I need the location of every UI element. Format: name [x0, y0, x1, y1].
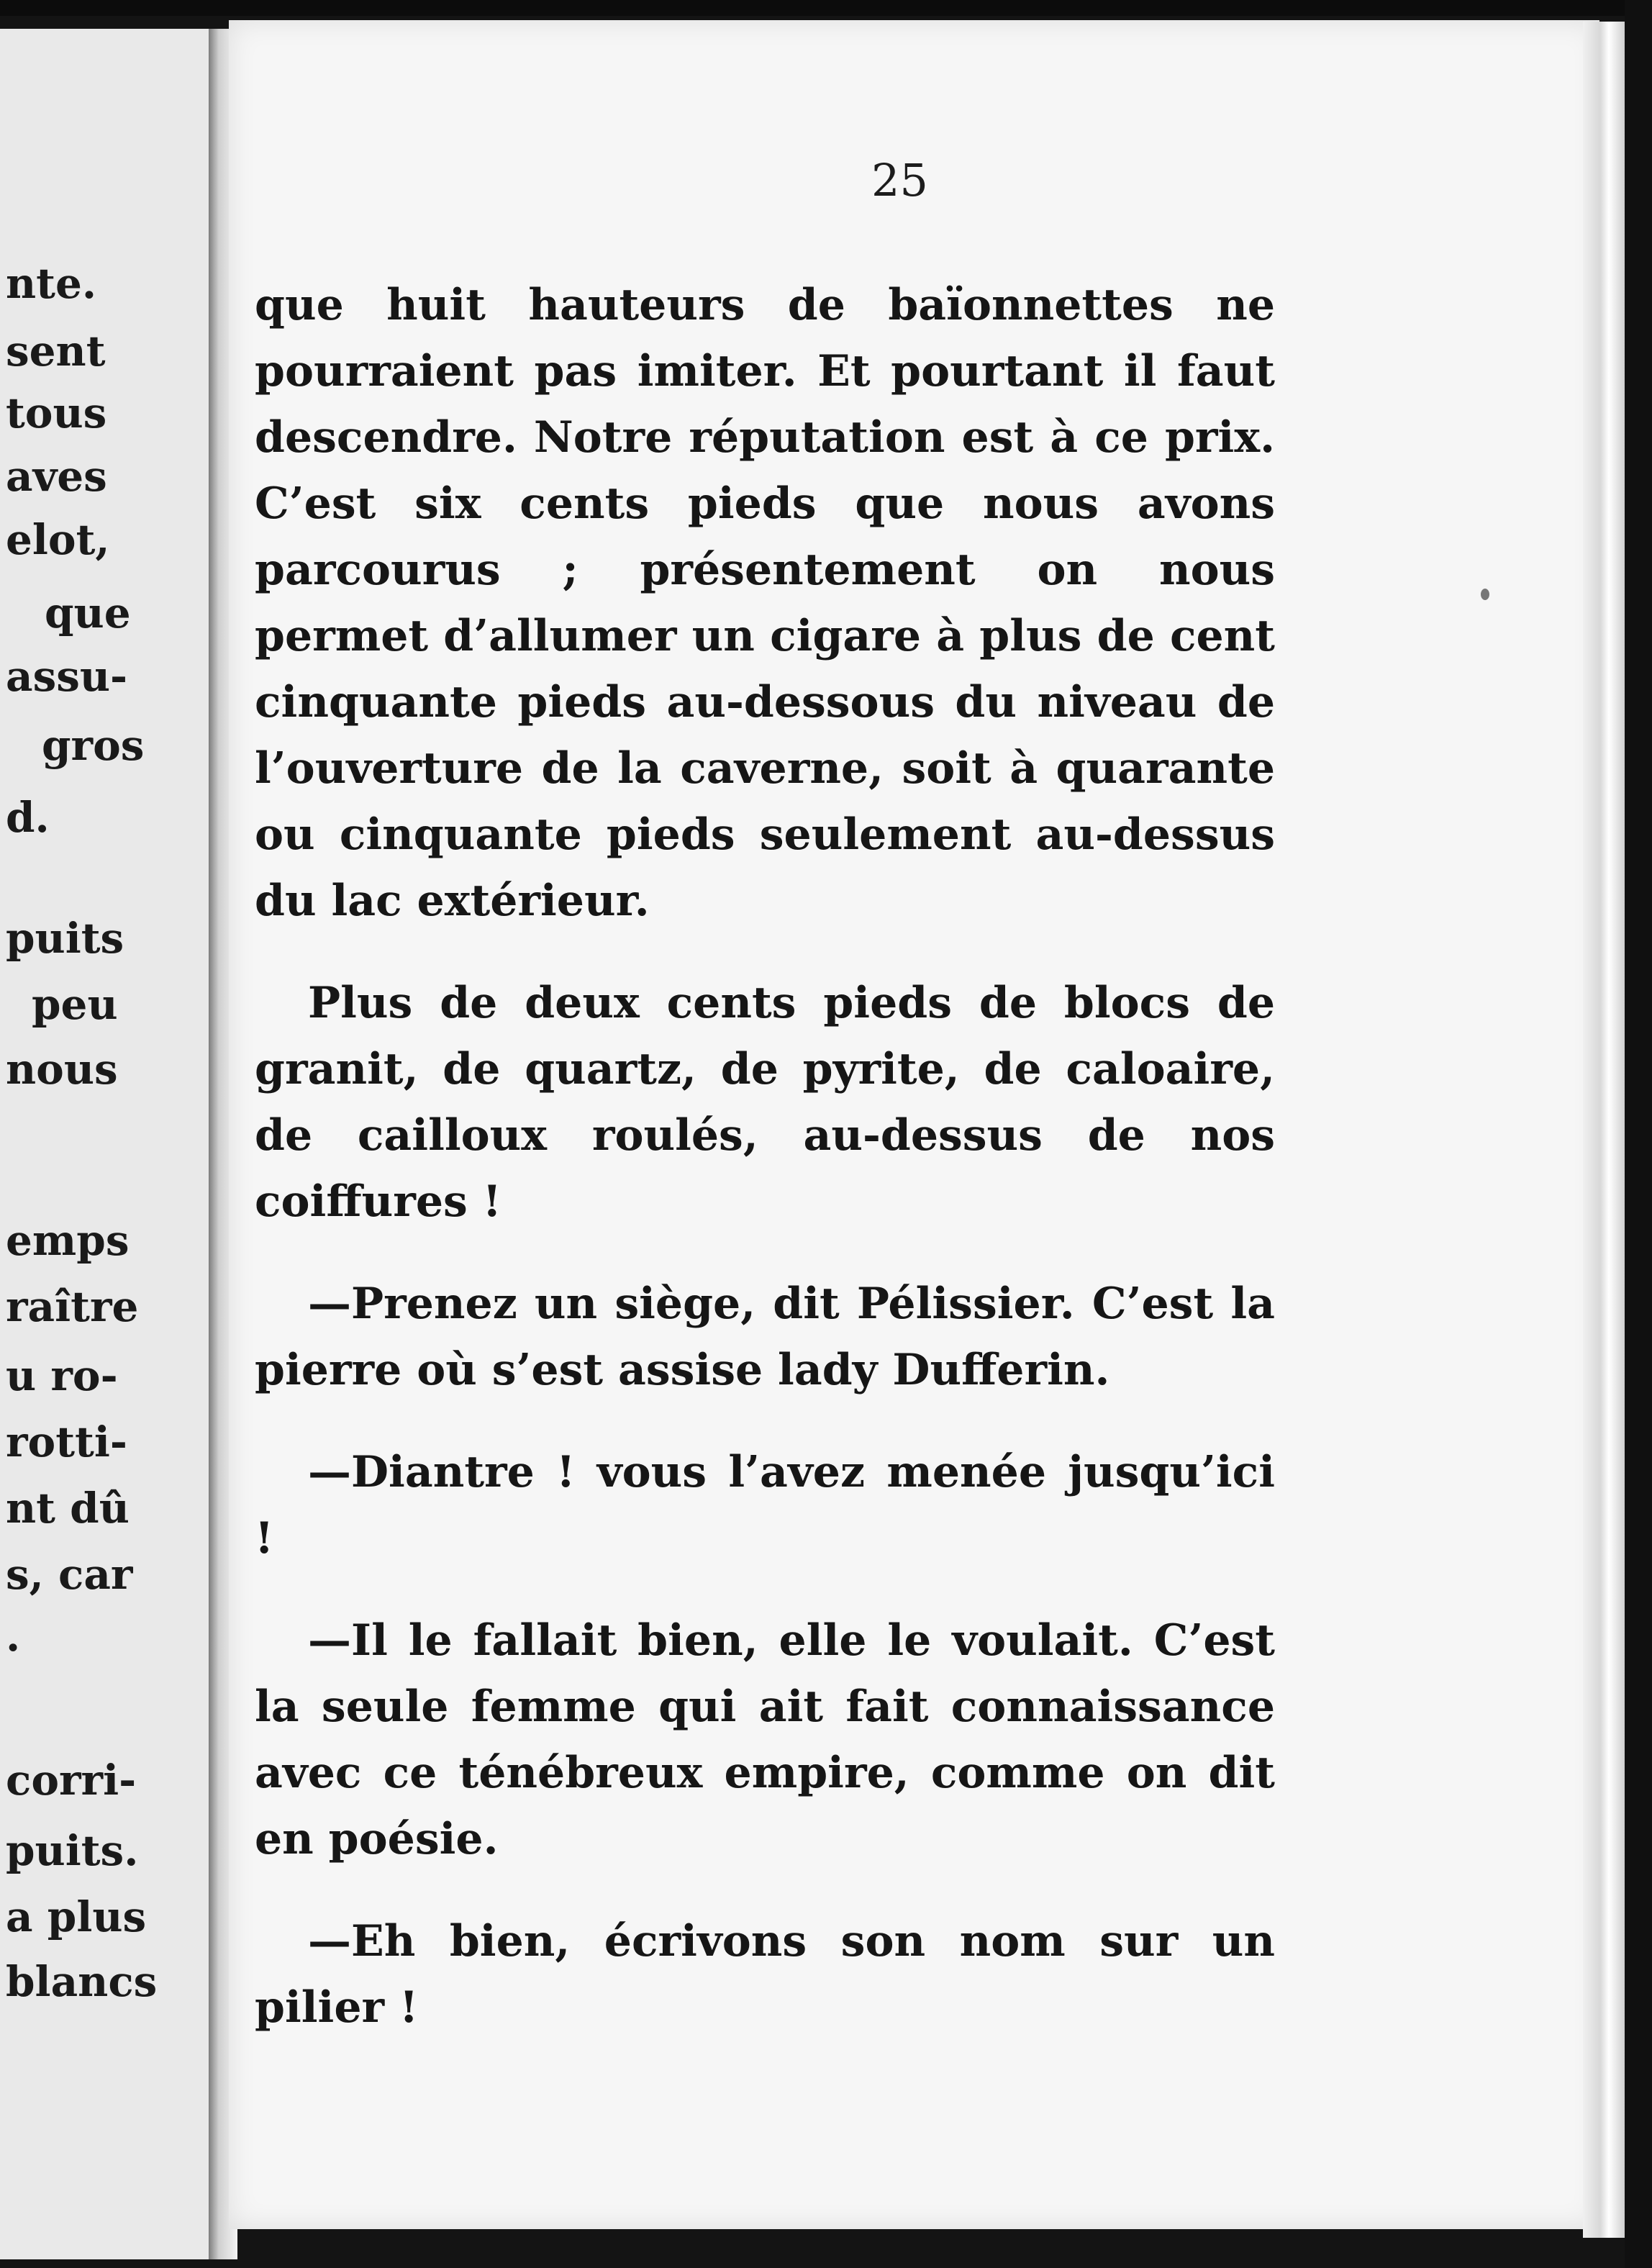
facing-line: gros [42, 721, 145, 770]
facing-line: tous [6, 389, 107, 437]
scan-top-edge [0, 0, 1652, 16]
paragraph: —Il le fallait bien, elle le voulait. C’est la seule femme qui ait fait connaissance avec ce ténébreux empire, comme on dit en poésie. [255, 1615, 1275, 1864]
facing-line: blancs [6, 1957, 158, 2006]
page-number: 25 [871, 154, 928, 207]
facing-line: elot, [6, 515, 110, 564]
facing-line: assu- [6, 652, 128, 701]
facing-line: s, car [6, 1550, 133, 1599]
facing-line: sent [6, 327, 106, 376]
paragraph: —Diantre ! vous l’avez menée jusqu’ici ! [255, 1447, 1275, 1564]
facing-line: corri- [6, 1756, 137, 1805]
page-edges [1583, 22, 1626, 2238]
facing-line: u ro- [6, 1351, 118, 1400]
scan-speck [1481, 589, 1489, 600]
facing-line: que [45, 589, 131, 638]
facing-line: puits [6, 914, 124, 963]
scan-right-edge [1625, 0, 1652, 2268]
facing-line: rotti- [6, 1418, 127, 1466]
facing-page [0, 29, 216, 2259]
facing-line: nt dû [6, 1484, 130, 1533]
paragraph: —Eh bien, écrivons son nom sur un pilier ! [255, 1916, 1275, 2033]
paragraph: Plus de deux cents pieds de blocs de granit, de quartz, de pyrite, de caloaire, de cailloux roulés, au-dessus de nos coiffures ! [255, 978, 1275, 1227]
facing-line: . [6, 1612, 21, 1661]
facing-line: d. [6, 793, 50, 842]
paragraph: que huit hauteurs de baïonnettes ne pourraient pas imiter. Et pourtant il faut descendre. Notre réputation est à ce prix. C’est six cents pieds que nous avons parcourus ; présentement on nous permet d’allumer un cigare à plus de cent cinquante pieds au-dessous du niveau de l’ouverture de la caverne, soit à quarante ou cinquante pieds seulement au-dessus du lac extérieur. [255, 280, 1275, 926]
paragraph: —Prenez un siège, dit Pélissier. C’est la pierre où s’est assise lady Dufferin. [255, 1279, 1275, 1395]
book-page [229, 20, 1599, 2229]
facing-line: emps [6, 1216, 130, 1265]
facing-line: peu [32, 980, 118, 1029]
facing-line: a plus [6, 1892, 147, 1941]
facing-line: raître [6, 1282, 139, 1331]
page-text [255, 272, 1275, 2041]
facing-line: nte. [6, 259, 97, 308]
facing-line: nous [6, 1045, 118, 1094]
facing-line: aves [6, 452, 107, 501]
facing-line: puits. [6, 1826, 139, 1875]
